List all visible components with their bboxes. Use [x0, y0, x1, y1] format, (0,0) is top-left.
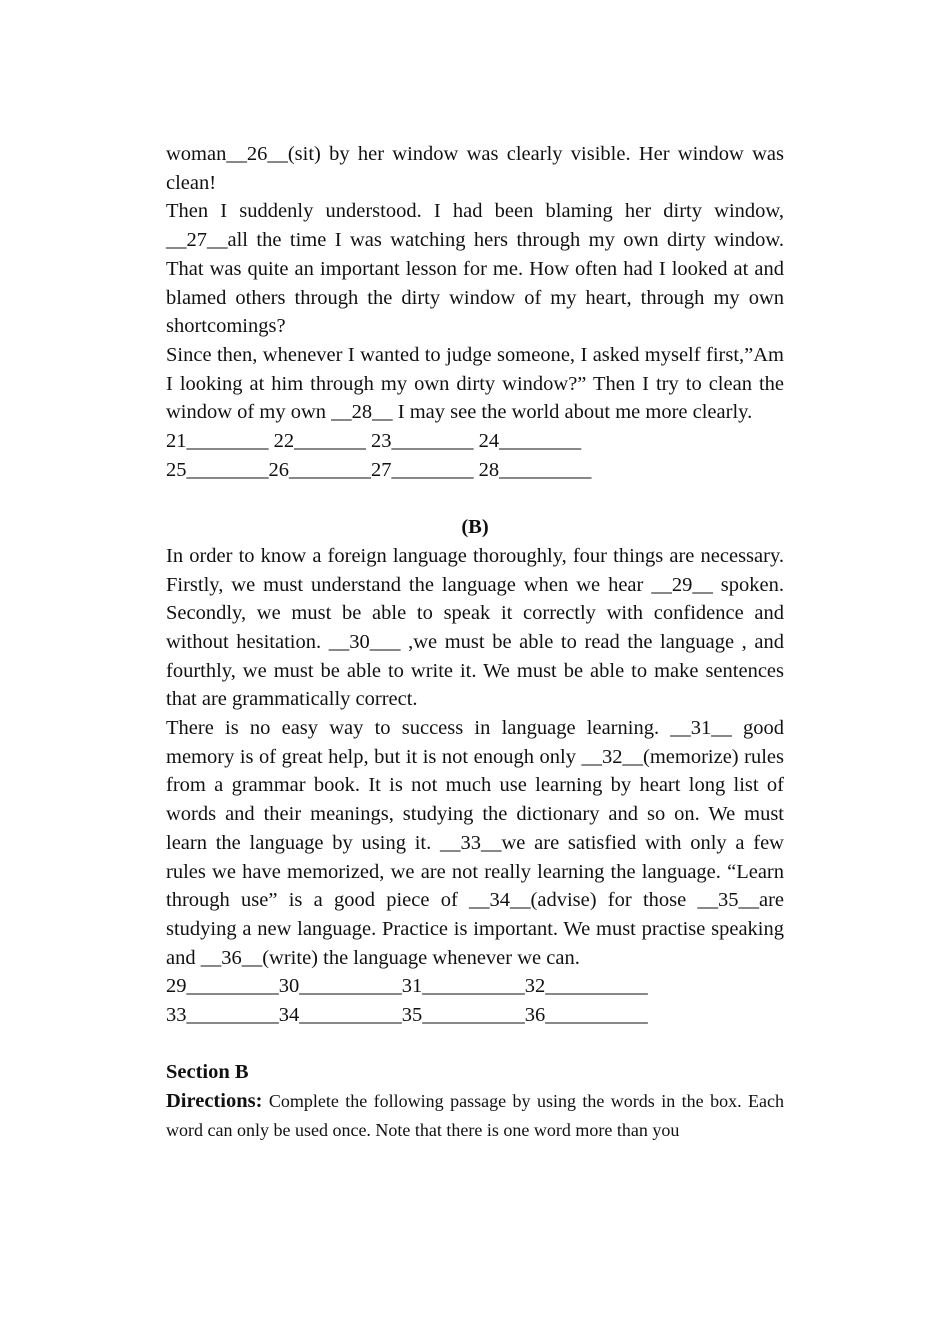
passage-a-answer-line-2: 25________26________27________ 28_________	[166, 458, 592, 481]
document-page	[166, 140, 784, 1145]
passage-a-answer-line-1: 21________ 22_______ 23________ 24________	[166, 430, 582, 453]
passage-a-paragraph-1: woman__26__(sit) by her window was clearly visible. Her window was clean!	[166, 143, 784, 194]
passage-b-answer-line-2: 33_________34__________35__________36__________	[166, 1004, 648, 1027]
passage-a-paragraph-3: Since then, whenever I wanted to judge someone, I asked myself first,”Am I looking at him through my own dirty window?” Then I try to clean the window of my own __28__ I may see the world about me more clearly.	[166, 343, 784, 424]
section-b-title: Section B	[166, 1061, 249, 1084]
directions-label: Directions:	[166, 1090, 263, 1113]
passage-a-paragraph-2: Then I suddenly understood. I had been blaming her dirty window, __27__all the time I was watching hers through my own dirty window. That was quite an important lesson for me. How often had I looked at and blamed others through the dirty window of my heart, through my own shortcomings?	[166, 200, 784, 338]
directions-text: Complete the following passage by using the words in the box. Each word can only be used once. Note that there is one word more than you	[166, 1091, 784, 1140]
passage-b-paragraph-2: There is no easy way to success in language learning. __31__ good memory is of great help, but it is not enough only __32__(memorize) rules from a grammar book. It is not much use learning by heart long list of words and their meanings, studying the dictionary and so on. We must learn the language by using it. __33__we are satisfied with only a few rules we have memorized, we are not really learning the language. “Learn through use” is a good piece of __34__(advise) for those __35__are studying a new language. Practice is important. We must practise speaking and __36__(write) the language whenever we can.	[166, 717, 784, 969]
spacer	[166, 484, 784, 513]
spacer	[166, 1030, 784, 1059]
passage-b-heading: (B)	[461, 516, 489, 539]
passage-b-answer-line-1: 29_________30__________31__________32__________	[166, 975, 648, 998]
passage-b-paragraph-1: In order to know a foreign language thoroughly, four things are necessary. Firstly, we must understand the language when we hear __29__ spoken. Secondly, we must be able to speak it correctly with confidence and without hesitation. __30___ ,we must be able to read the language , and fourthly, we must be able to write it. We must be able to make sentences that are grammatically correct.	[166, 544, 784, 711]
section-b-directions	[166, 1087, 784, 1144]
